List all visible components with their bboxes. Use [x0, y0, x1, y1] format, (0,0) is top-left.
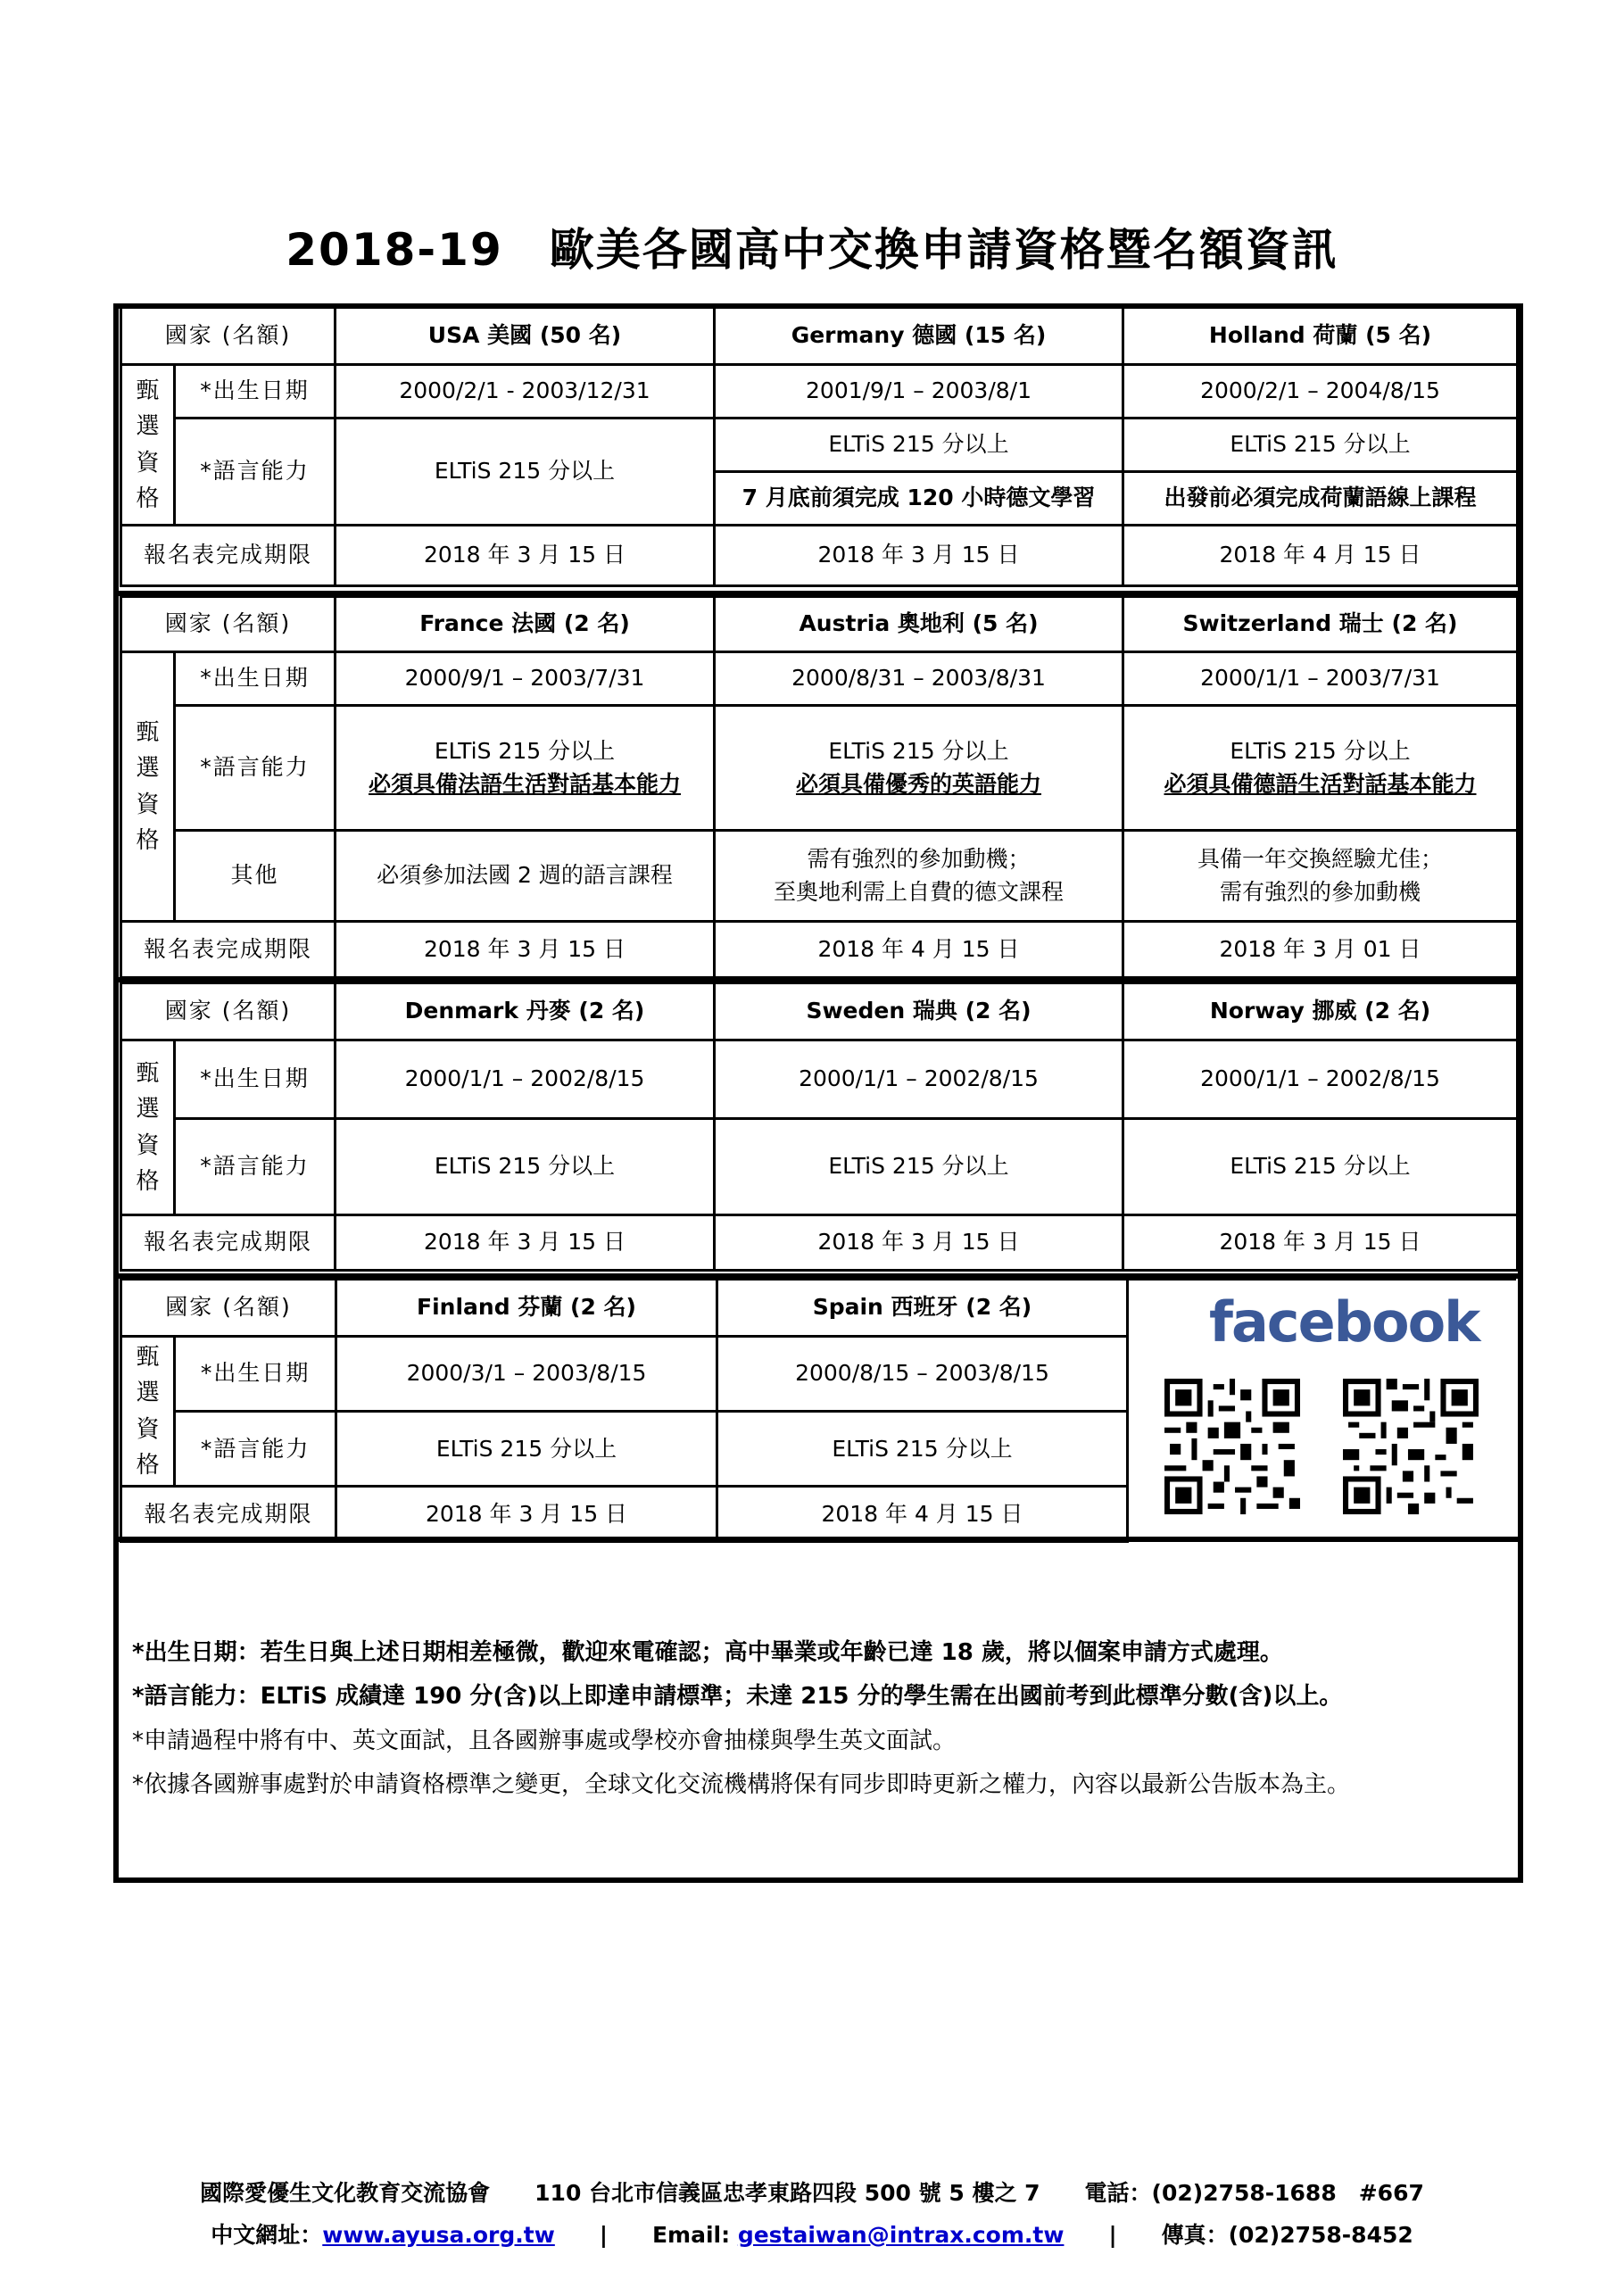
deadline-austria: 2018 年 4 月 15 日 [715, 922, 1123, 978]
deadline-sweden: 2018 年 3 月 15 日 [715, 1215, 1123, 1271]
country-holland: Holland 荷蘭 (5 名) [1123, 308, 1518, 365]
birth-france: 2000/9/1 – 2003/7/31 [336, 652, 715, 706]
footer-phone: 電話：(02)2758-1688 #667 [1084, 2180, 1424, 2206]
note-interview: *申請過程中將有中、英文面試，且各國辦事處或學校亦會抽樣與學生英文面試。 [132, 1727, 957, 1754]
note-birth: *出生日期：若生日與上述日期相差極微，歡迎來電確認；高中畢業或年齡已達 18 歲，將以個案申請方式處理。 [132, 1639, 1283, 1666]
language-requirement-switzerland: 必須具備德語生活對話基本能力 [1164, 770, 1477, 797]
deadline-usa: 2018 年 3 月 15 日 [336, 526, 715, 586]
footer-email-link[interactable]: gestaiwan@intrax.com.tw [737, 2222, 1065, 2248]
country-france: France 法國 (2 名) [336, 597, 715, 652]
footer-line-2: 中文網址：www.ayusa.org.tw | Email: gestaiwan@intrax.com.tw | 傳真：(02)2758-8452 [211, 2222, 1413, 2248]
table-group-usa-germany-holland [120, 306, 1519, 587]
qr-code-icon[interactable] [1164, 1379, 1300, 1514]
deadline-france: 2018 年 3 月 15 日 [336, 922, 715, 978]
language-spain: ELTiS 215 分以上 [717, 1412, 1127, 1487]
footer-website-link[interactable]: www.ayusa.org.tw [322, 2222, 555, 2248]
language-label: *語言能力 [175, 1119, 336, 1215]
deadline-denmark: 2018 年 3 月 15 日 [336, 1215, 715, 1271]
deadline-label: 報名表完成期限 [121, 526, 336, 586]
language-denmark: ELTiS 215 分以上 [336, 1119, 715, 1215]
birth-finland: 2000/3/1 – 2003/8/15 [336, 1337, 717, 1412]
language-finland: ELTiS 215 分以上 [336, 1412, 717, 1487]
country-usa: USA 美國 (50 名) [336, 308, 715, 365]
screening-label: 甄 選 資 格 [121, 1040, 175, 1215]
screening-label: 甄 選 資 格 [121, 365, 175, 526]
birth-norway: 2000/1/1 – 2002/8/15 [1123, 1040, 1518, 1119]
birth-label: *出生日期 [175, 365, 336, 419]
table-group-denmark-sweden-norway [120, 982, 1519, 1272]
table-group-finland-spain [120, 1278, 1129, 1543]
facebook-logo[interactable]: facebook [1209, 1289, 1479, 1355]
country-germany: Germany 德國 (15 名) [715, 308, 1123, 365]
country-spain: Spain 西班牙 (2 名) [717, 1280, 1127, 1337]
birth-holland: 2000/2/1 – 2004/8/15 [1123, 365, 1518, 419]
country-finland: Finland 芬蘭 (2 名) [336, 1280, 717, 1337]
deadline-spain: 2018 年 4 月 15 日 [717, 1487, 1127, 1542]
language-label: *語言能力 [175, 706, 336, 831]
screening-label: 甄 選 資 格 [121, 1337, 175, 1487]
language-switzerland: ELTiS 215 分以上 必須具備德語生活對話基本能力 [1123, 706, 1518, 831]
deadline-norway: 2018 年 3 月 15 日 [1123, 1215, 1518, 1271]
country-label: 國家 (名額) [121, 1280, 336, 1337]
other-france: 必須參加法國 2 週的語言課程 [336, 831, 715, 922]
birth-denmark: 2000/1/1 – 2002/8/15 [336, 1040, 715, 1119]
deadline-finland: 2018 年 3 月 15 日 [336, 1487, 717, 1542]
language-germany: ELTiS 215 分以上 [715, 419, 1123, 472]
language-requirement-austria: 必須具備優秀的英語能力 [795, 770, 1041, 797]
footer-address: 110 台北市信義區忠孝東路四段 500 號 5 樓之 7 [534, 2180, 1040, 2206]
other-austria: 需有強烈的參加動機； 至奧地利需上自費的德文課程 [715, 831, 1123, 922]
birth-usa: 2000/2/1 - 2003/12/31 [336, 365, 715, 419]
birth-sweden: 2000/1/1 – 2002/8/15 [715, 1040, 1123, 1119]
language-label: *語言能力 [175, 419, 336, 526]
language-label: *語言能力 [175, 1412, 336, 1487]
country-norway: Norway 挪威 (2 名) [1123, 983, 1518, 1040]
facebook-panel [1126, 1278, 1516, 1537]
deadline-label: 報名表完成期限 [121, 922, 336, 978]
language-requirement-france: 必須具備法語生活對話基本能力 [368, 770, 681, 797]
screening-label: 甄 選 資 格 [121, 652, 175, 922]
other-switzerland: 具備一年交換經驗尤佳； 需有強烈的參加動機 [1123, 831, 1518, 922]
table-group-france-austria-switzerland [120, 595, 1519, 979]
deadline-label: 報名表完成期限 [121, 1487, 336, 1542]
country-denmark: Denmark 丹麥 (2 名) [336, 983, 715, 1040]
birth-germany: 2001/9/1 – 2003/8/1 [715, 365, 1123, 419]
deadline-label: 報名表完成期限 [121, 1215, 336, 1271]
language-holland: ELTiS 215 分以上 [1123, 419, 1518, 472]
language-usa: ELTiS 215 分以上 [336, 419, 715, 526]
note-update: *依據各國辦事處對於申請資格標準之變更，全球文化交流機構將保有同步即時更新之權力，內容以最新公告版本為主。 [132, 1771, 1351, 1799]
language-extra-germany: 7 月底前須完成 120 小時德文學習 [715, 472, 1123, 526]
footer-org: 國際愛優生文化教育交流協會 [200, 2180, 491, 2206]
language-sweden: ELTiS 215 分以上 [715, 1119, 1123, 1215]
birth-label: *出生日期 [175, 652, 336, 706]
language-norway: ELTiS 215 分以上 [1123, 1119, 1518, 1215]
footer-line-1 [0, 2176, 1624, 2208]
group-divider [116, 1537, 1520, 1542]
language-extra-holland: 出發前必須完成荷蘭語線上課程 [1123, 472, 1518, 526]
country-sweden: Sweden 瑞典 (2 名) [715, 983, 1123, 1040]
page-title: 2018-19 歐美各國高中交換申請資格暨名額資訊 [286, 224, 1338, 276]
language-france: ELTiS 215 分以上 必須具備法語生活對話基本能力 [336, 706, 715, 831]
language-austria: ELTiS 215 分以上 必須具備優秀的英語能力 [715, 706, 1123, 831]
note-language: *語言能力：ELTiS 成績達 190 分(含)以上即達申請標準；未達 215 分的學生需在出國前考到此標準分數(含)以上。 [132, 1683, 1343, 1711]
birth-spain: 2000/8/15 – 2003/8/15 [717, 1337, 1127, 1412]
notes [132, 1631, 1506, 1808]
country-label: 國家 (名額) [121, 983, 336, 1040]
country-switzerland: Switzerland 瑞士 (2 名) [1123, 597, 1518, 652]
country-label: 國家 (名額) [121, 597, 336, 652]
birth-austria: 2000/8/31 – 2003/8/31 [715, 652, 1123, 706]
qr-code-icon[interactable] [1343, 1379, 1479, 1514]
footer-fax: 傳真：(02)2758-8452 [1161, 2222, 1413, 2248]
country-label: 國家 (名額) [121, 308, 336, 365]
country-austria: Austria 奧地利 (5 名) [715, 597, 1123, 652]
birth-label: *出生日期 [175, 1040, 336, 1119]
deadline-holland: 2018 年 4 月 15 日 [1123, 526, 1518, 586]
other-label: 其他 [175, 831, 336, 922]
birth-label: *出生日期 [175, 1337, 336, 1412]
deadline-germany: 2018 年 3 月 15 日 [715, 526, 1123, 586]
deadline-switzerland: 2018 年 3 月 01 日 [1123, 922, 1518, 978]
birth-switzerland: 2000/1/1 – 2003/7/31 [1123, 652, 1518, 706]
